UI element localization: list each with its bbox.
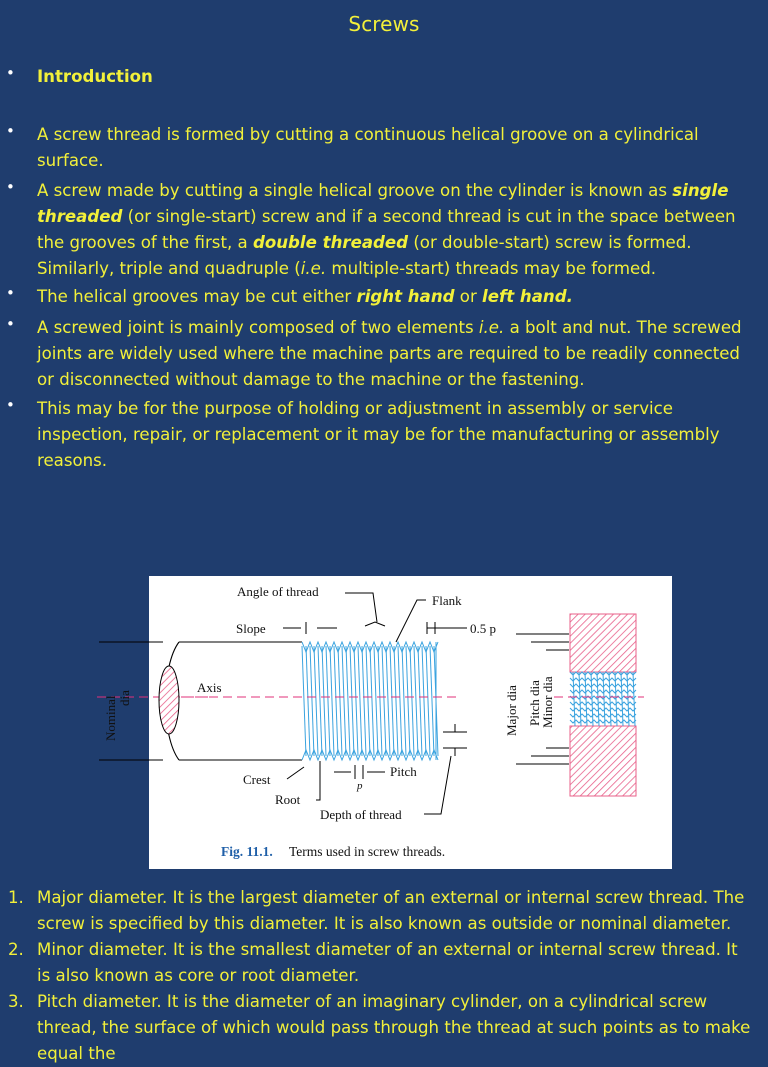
term-right-hand: right hand <box>356 287 455 306</box>
threaded-section <box>302 642 438 760</box>
bullet-text: A screw made by cutting a single helical groove on the cylinder is known as single threaded (or single-start) screw and if a second thread is cut in the space between the grooves of the first, a double threaded (or double-start) screw is formed. Similarly, triple and quadruple (i.e. multiple-start) threads may be formed. <box>37 181 736 278</box>
minor-dia-label: Minor dia <box>540 676 555 728</box>
list-number: 1. <box>8 888 24 907</box>
bullet-icon: • <box>6 396 15 414</box>
depth-of-thread-label: Depth of thread <box>320 807 402 822</box>
bullet-icon: • <box>6 315 15 333</box>
term-single-threaded: single threaded <box>37 181 729 226</box>
figure-caption-text: Terms used in screw threads. <box>289 844 446 859</box>
half-pitch-label: 0.5 p <box>470 621 496 636</box>
figure-caption-number: Fig. 11.1. <box>221 844 273 859</box>
bullet-icon: • <box>6 284 15 302</box>
depth-markers <box>424 724 467 814</box>
list-number: 3. <box>8 992 24 1011</box>
pitch-label: Pitch <box>390 764 417 779</box>
slope-label: Slope <box>236 621 266 636</box>
pitch-dia-label: Pitch dia <box>527 680 542 726</box>
major-dia-label: Major dia <box>504 685 519 736</box>
root-label: Root <box>275 792 301 807</box>
rod-body <box>166 642 303 760</box>
screw-thread-diagram <box>103 576 672 869</box>
term-left-hand: left hand. <box>482 287 573 306</box>
flank-label: Flank <box>432 593 462 608</box>
bullet-text: A screwed joint is mainly composed of two elements i.e. a bolt and nut. The screwed joints are widely used where the machine parts are required to be readily connected or disconnected without damage to the machine or the fastening. <box>37 318 742 389</box>
axis-label: Axis <box>197 680 222 695</box>
screw-thread-figure <box>103 576 672 869</box>
bullet-icon: • <box>6 122 15 140</box>
list-text: Pitch diameter. It is the diameter of an imaginary cylinder, on a cylindrical screw thread, the surface of which would pass through the thread at such points as to make equal the <box>37 992 751 1063</box>
p-label: p <box>357 780 363 792</box>
slide-title: Screws <box>348 12 420 36</box>
nominal-label: Nominal <box>103 695 118 741</box>
bullet-icon: • <box>6 64 15 82</box>
angle-of-thread-label: Angle of thread <box>237 584 319 599</box>
bullet-text: A screw thread is formed by cutting a continuous helical groove on a cylindrical surface. <box>37 125 699 170</box>
bullet-text: The helical grooves may be cut either right hand or left hand. <box>37 287 573 306</box>
list-text: Major diameter. It is the largest diameter of an external or internal screw thread. The screw is specified by this diameter. It is also known as outside or nominal diameter. <box>37 888 745 933</box>
bullet-text: This may be for the purpose of holding or adjustment in assembly or service inspection, repair, or replacement or it may be for the manufacturing or assembly reasons. <box>37 399 720 470</box>
bullet-icon: • <box>6 178 15 196</box>
dia-label: dia <box>117 690 132 706</box>
list-text: Minor diameter. It is the smallest diameter of an external or internal screw thread. It is also known as core or root diameter. <box>37 940 738 985</box>
list-number: 2. <box>8 940 24 959</box>
term-double-threaded: double threaded <box>252 233 409 252</box>
crest-label: Crest <box>243 772 271 787</box>
end-section <box>159 666 179 734</box>
intro-heading: Introduction <box>37 67 153 86</box>
